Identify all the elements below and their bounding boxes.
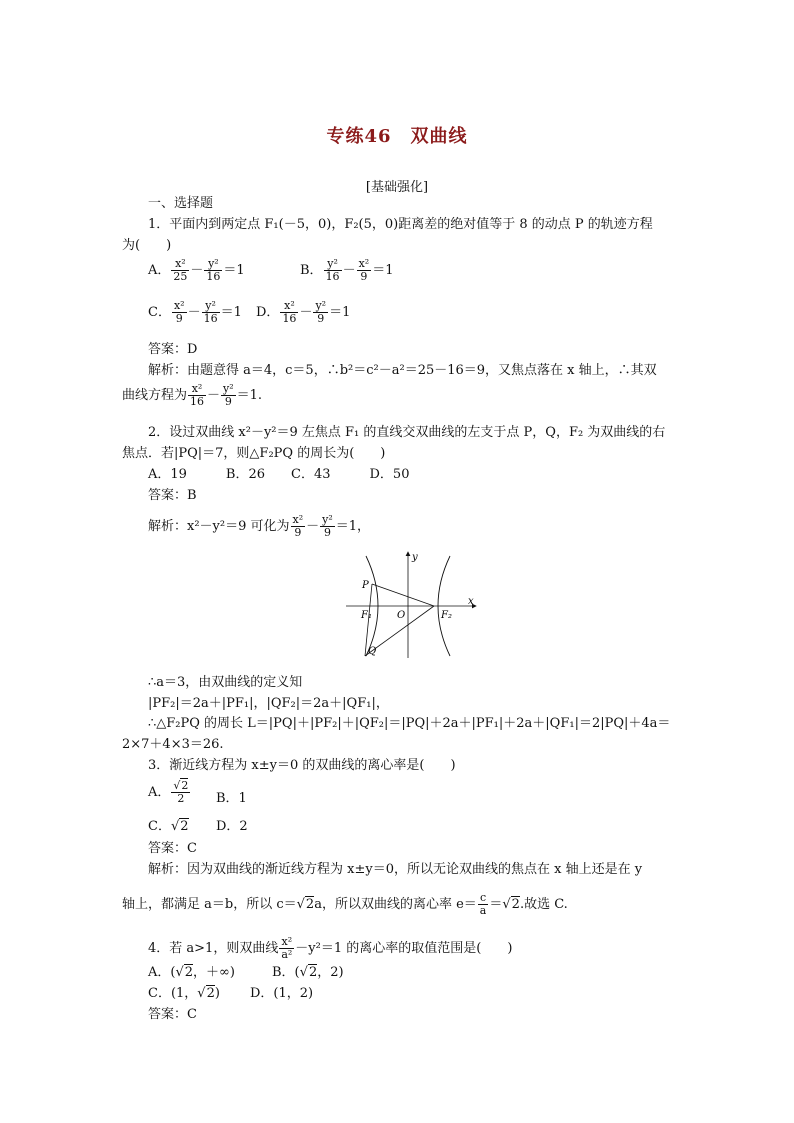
label-x: x	[468, 596, 474, 607]
part-heading: 一、选择题	[148, 196, 214, 211]
label-p: P	[362, 580, 369, 591]
q1-analysis-line2: 曲线方程为 $\frac{\text{x²}}{16}$ － $\frac{\text{y²}}{9}$ ＝1.	[122, 382, 263, 408]
q4-answer: 答案：C	[148, 1007, 197, 1022]
q3-analysis-line1: 解析：因为双曲线的渐近线方程为 x±y＝0，所以无论双曲线的焦点在 x 轴上还是在 y	[148, 862, 643, 877]
q4-option-d: D．(1，2)	[250, 986, 314, 1001]
q2-analysis-intro: 解析：x²－y²＝9 可化为 $\frac{\text{x²}}{9}$ － $\frac{\text{y²}}{9}$ ＝1，	[148, 513, 371, 539]
label-f2: F₂	[441, 610, 452, 621]
q3-stem: 3．渐近线方程为 x±y＝0 的双曲线的离心率是( )	[148, 758, 456, 773]
q3-option-d: D．2	[216, 819, 248, 834]
q3-option-c: C．√2	[148, 819, 189, 834]
q4-stem: 4．若 a>1，则双曲线 $\frac{\text{x²}}{\text{a²}}$ －y²＝1 的离心率的取值范围是( )	[148, 935, 513, 961]
q1-answer: 答案：D	[148, 342, 198, 357]
page-title: 专练46 双曲线	[326, 126, 468, 147]
label-o: O	[397, 610, 406, 621]
q3-analysis-line2: 轴上，都满足 a＝b，所以 c＝√2a，所以双曲线的离心率 e＝ $\frac{c}{a}$ ＝√2.故选 C.	[122, 891, 568, 917]
q1-option-b: B． $\frac{\text{y²}}{16}$ － $\frac{\text{x²}}{9}$ ＝1	[300, 257, 394, 283]
q1-option-d: D． $\frac{\text{x²}}{16}$ － $\frac{\text{y²}}{9}$ ＝1	[256, 299, 351, 325]
q3-option-a: A． $\frac{√2}{2}$	[148, 779, 189, 805]
q2-answer: 答案：B	[148, 488, 197, 503]
q1-analysis-line1: 解析：由题意得 a＝4，c＝5，∴b²＝c²－a²＝25－16＝9，又焦点落在 x 轴上，∴其双	[148, 363, 657, 378]
q1-stem-line1: 1．平面内到两定点 F₁(－5，0)，F₂(5，0)距离差的绝对值等于 8 的动点 P 的轨迹方程	[148, 217, 653, 232]
q2-stem-line2: 焦点．若|PQ|＝7，则△F₂PQ 的周长为( )	[122, 446, 386, 461]
label-f1: F₁	[361, 610, 372, 621]
q4-option-c: C．(1，√2)	[148, 986, 220, 1001]
q2-analysis-line4: 2×7＋4×3＝26.	[122, 737, 224, 752]
q2-stem-line1: 2．设过双曲线 x²－y²＝9 左焦点 F₁ 的直线交双曲线的左支于点 P，Q，F₂ 为双曲线的右	[148, 425, 666, 440]
q1-stem-line2: 为( )	[122, 238, 172, 253]
hyperbola-figure	[330, 548, 490, 660]
q3-answer: 答案：C	[148, 841, 197, 856]
segment-pf2	[372, 584, 434, 606]
q2-options: A．19 B．26 C．43 D．50	[148, 467, 410, 482]
q1-option-c: C． $\frac{\text{x²}}{9}$ － $\frac{\text{y²}}{16}$ ＝1	[148, 299, 242, 325]
q4-option-b: B．(√2，2)	[272, 965, 344, 980]
q2-analysis-line1: ∴a＝3，由双曲线的定义知	[148, 675, 303, 690]
q2-analysis-line2: |PF₂|＝2a＋|PF₁|，|QF₂|＝2a＋|QF₁|，	[148, 696, 389, 711]
label-q: Q	[368, 646, 377, 657]
q3-option-b: B．1	[216, 791, 247, 806]
section-heading: [基础强化]	[365, 180, 429, 195]
q2-analysis-line3: ∴△F₂PQ 的周长 L＝|PQ|＋|PF₂|＋|QF₂|＝|PQ|＋2a＋|PF₁|＋2a＋|QF₁|＝2|PQ|＋4a＝	[148, 716, 671, 731]
q1-option-a: A． $\frac{\text{x²}}{25}$ － $\frac{\text{y²}}{16}$ ＝1	[148, 257, 245, 283]
label-y: y	[412, 552, 418, 563]
q4-option-a: A．(√2，＋∞)	[148, 965, 235, 980]
